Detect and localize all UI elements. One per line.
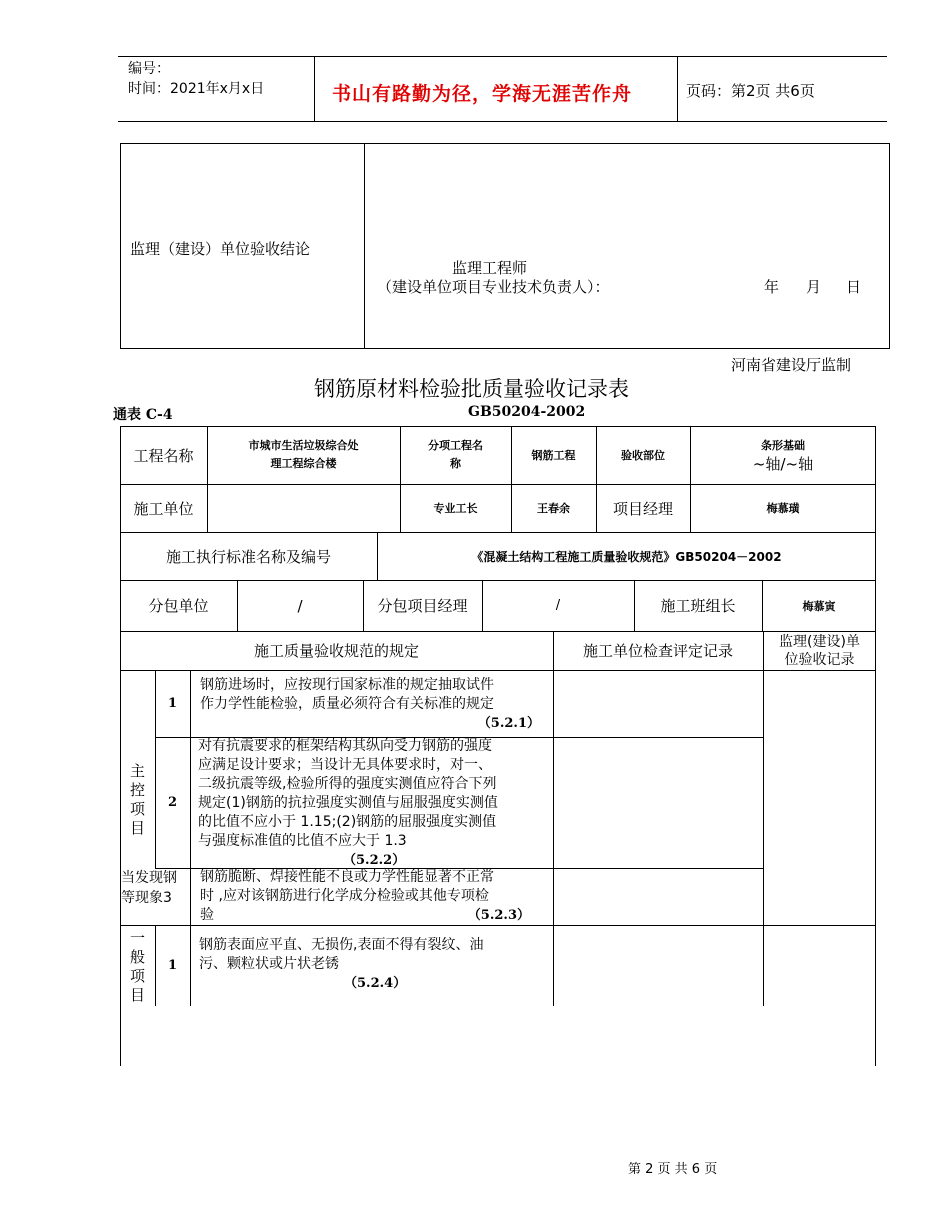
supervision-box-divider bbox=[364, 143, 365, 349]
header-motto: 书山有路勤为径，学海无涯苦作舟 bbox=[332, 83, 633, 105]
main-item-line: 二级抗震等级,检验所得的强度实测值应符合下列 bbox=[198, 776, 497, 792]
header-divider-left bbox=[314, 56, 315, 122]
acceptance-part-value bbox=[690, 426, 876, 484]
main-item-line: 作力学性能检验，质量必须符合有关标准的规定 bbox=[200, 696, 494, 712]
page-footer: 第 2 页 共 6 页 bbox=[628, 1162, 718, 1177]
main-item-line: 对有抗震要求的框架结构其纵向受力钢筋的强度 bbox=[198, 738, 492, 754]
col-divider bbox=[190, 670, 191, 1006]
standard-value: 《混凝土结构工程施工质量验收规范》GB50204－2002 bbox=[471, 549, 782, 564]
row-divider bbox=[120, 925, 876, 926]
issuer-label: 河南省建设厅监制 bbox=[731, 356, 852, 374]
sub-project-manager-value: / bbox=[555, 598, 561, 613]
date-year-label: 年 bbox=[764, 278, 780, 296]
header-divider-right bbox=[677, 56, 678, 122]
general-group-char: 目 bbox=[129, 986, 145, 1004]
header-top-rule bbox=[118, 56, 887, 57]
col-divider bbox=[553, 631, 554, 1006]
foreman-value: 王春余 bbox=[537, 502, 570, 515]
project-manager-label: 项目经理 bbox=[612, 499, 673, 518]
acceptance-part-label: 验收部位 bbox=[621, 449, 665, 462]
main-group-char: 项 bbox=[129, 800, 145, 818]
subcontractor-label: 分包单位 bbox=[148, 597, 209, 615]
general-item-number: 1 bbox=[167, 958, 178, 973]
main-item-clause: （5.2.2） bbox=[343, 853, 406, 868]
sub-project-label-line1: 分项工程名 bbox=[428, 439, 483, 452]
supervisor-record-column-header bbox=[763, 631, 876, 670]
main-item-line: 与强度标准值的比值不应大于 1.3 bbox=[198, 833, 407, 849]
foreman-label: 专业工长 bbox=[433, 502, 478, 515]
project-name-value-line2: 理工程综合楼 bbox=[270, 457, 337, 470]
sub-project-label bbox=[400, 426, 511, 484]
main-item-line: 规定(1)钢筋的抗拉强度实测值与屈服强度实测值 bbox=[198, 795, 498, 811]
main-item-fragment-line: 等现象3 bbox=[121, 890, 172, 906]
main-items-group-label bbox=[120, 760, 155, 840]
general-item-line: 钢筋表面应平直、无损伤,表面不得有裂纹、油 bbox=[199, 937, 484, 953]
standard-label: 施工执行标准名称及编号 bbox=[165, 547, 331, 566]
sub-project-value: 钢筋工程 bbox=[531, 449, 576, 462]
main-item-line: 的比值不应小于 1.15;(2)钢筋的屈服强度实测值 bbox=[198, 814, 497, 830]
supervisor-header-line2: 位验收记录 bbox=[784, 651, 855, 668]
supervising-engineer-label: 监理工程师 bbox=[452, 259, 528, 277]
acceptance-part-value-line1: 条形基础 bbox=[761, 439, 805, 452]
supervision-conclusion-label: 监理（建设）单位验收结论 bbox=[130, 240, 311, 258]
main-item-number: 2 bbox=[167, 795, 178, 810]
main-item-text bbox=[200, 868, 550, 925]
general-item-text bbox=[199, 936, 551, 993]
sub-project-manager-label: 分包项目经理 bbox=[377, 597, 468, 615]
general-item-clause: （5.2.4） bbox=[344, 976, 407, 991]
main-item-number: 1 bbox=[167, 696, 178, 711]
project-name-label: 工程名称 bbox=[133, 446, 194, 465]
date-day-label: 日 bbox=[846, 278, 862, 296]
owner-technical-lead-label: （建设单位项目专业技术负责人）： bbox=[377, 278, 610, 296]
col-divider bbox=[763, 631, 764, 1006]
main-item-line: 验 bbox=[200, 907, 214, 923]
general-group-char: 项 bbox=[129, 967, 145, 985]
main-item-text bbox=[200, 676, 550, 733]
construction-unit-label: 施工单位 bbox=[133, 499, 194, 518]
main-item-clause: （5.2.3） bbox=[467, 908, 530, 923]
main-group-char: 主 bbox=[129, 762, 145, 780]
main-group-char: 控 bbox=[129, 781, 145, 799]
spec-column-header: 施工质量验收规范的规定 bbox=[253, 642, 419, 660]
check-record-column-header: 施工单位检查评定记录 bbox=[582, 642, 733, 660]
main-item-clause-row bbox=[200, 906, 550, 925]
main-item-line: 钢筋脆断、焊接性能不良或力学性能显著不正常 bbox=[200, 869, 494, 885]
form-standard: GB50204-2002 bbox=[468, 404, 586, 420]
acceptance-part-value-line2: ~轴/~轴 bbox=[752, 455, 814, 473]
project-name-value bbox=[207, 426, 400, 484]
team-leader-value: 梅慕寅 bbox=[802, 599, 836, 613]
main-group-char: 目 bbox=[129, 819, 145, 837]
sub-project-label-line2: 称 bbox=[450, 457, 461, 470]
general-group-char: 一 bbox=[129, 929, 145, 947]
general-items-group-label bbox=[120, 928, 155, 1006]
form-title: 钢筋原材料检验批质量验收记录表 bbox=[314, 377, 629, 401]
main-item-left-fragment bbox=[121, 868, 191, 908]
header-page-code: 页码：第2页 共6页 bbox=[686, 82, 815, 100]
date-month-label: 月 bbox=[806, 278, 822, 296]
header-bottom-rule bbox=[118, 121, 887, 122]
main-item-text bbox=[198, 737, 550, 870]
general-group-char: 般 bbox=[129, 948, 145, 966]
general-item-line: 污、颗粒状或片状老锈 bbox=[199, 956, 339, 972]
main-item-clause: （5.2.1） bbox=[477, 716, 540, 731]
main-item-line: 时 ,应对该钢筋进行化学成分检验或其他专项检 bbox=[200, 888, 489, 904]
subcontractor-value: / bbox=[297, 596, 303, 615]
main-item-line: 应满足设计要求；当设计无具体要求时，对一、 bbox=[198, 757, 492, 773]
header-number-label: 编号： bbox=[128, 61, 170, 77]
construction-unit-value bbox=[207, 484, 400, 532]
form-code: 通表 C-4 bbox=[113, 407, 173, 423]
main-item-fragment-line: 当发现钢 bbox=[121, 870, 177, 886]
supervisor-header-line1: 监理(建设)单 bbox=[779, 633, 860, 650]
main-item-line: 钢筋进场时，应按现行国家标准的规定抽取试件 bbox=[200, 677, 494, 693]
project-name-value-line1: 市城市生活垃圾综合处 bbox=[248, 439, 359, 452]
header-time-label: 时间：2021年x月x日 bbox=[128, 81, 265, 97]
project-manager-value: 梅慕璜 bbox=[766, 502, 800, 515]
team-leader-label: 施工班组长 bbox=[660, 597, 736, 615]
